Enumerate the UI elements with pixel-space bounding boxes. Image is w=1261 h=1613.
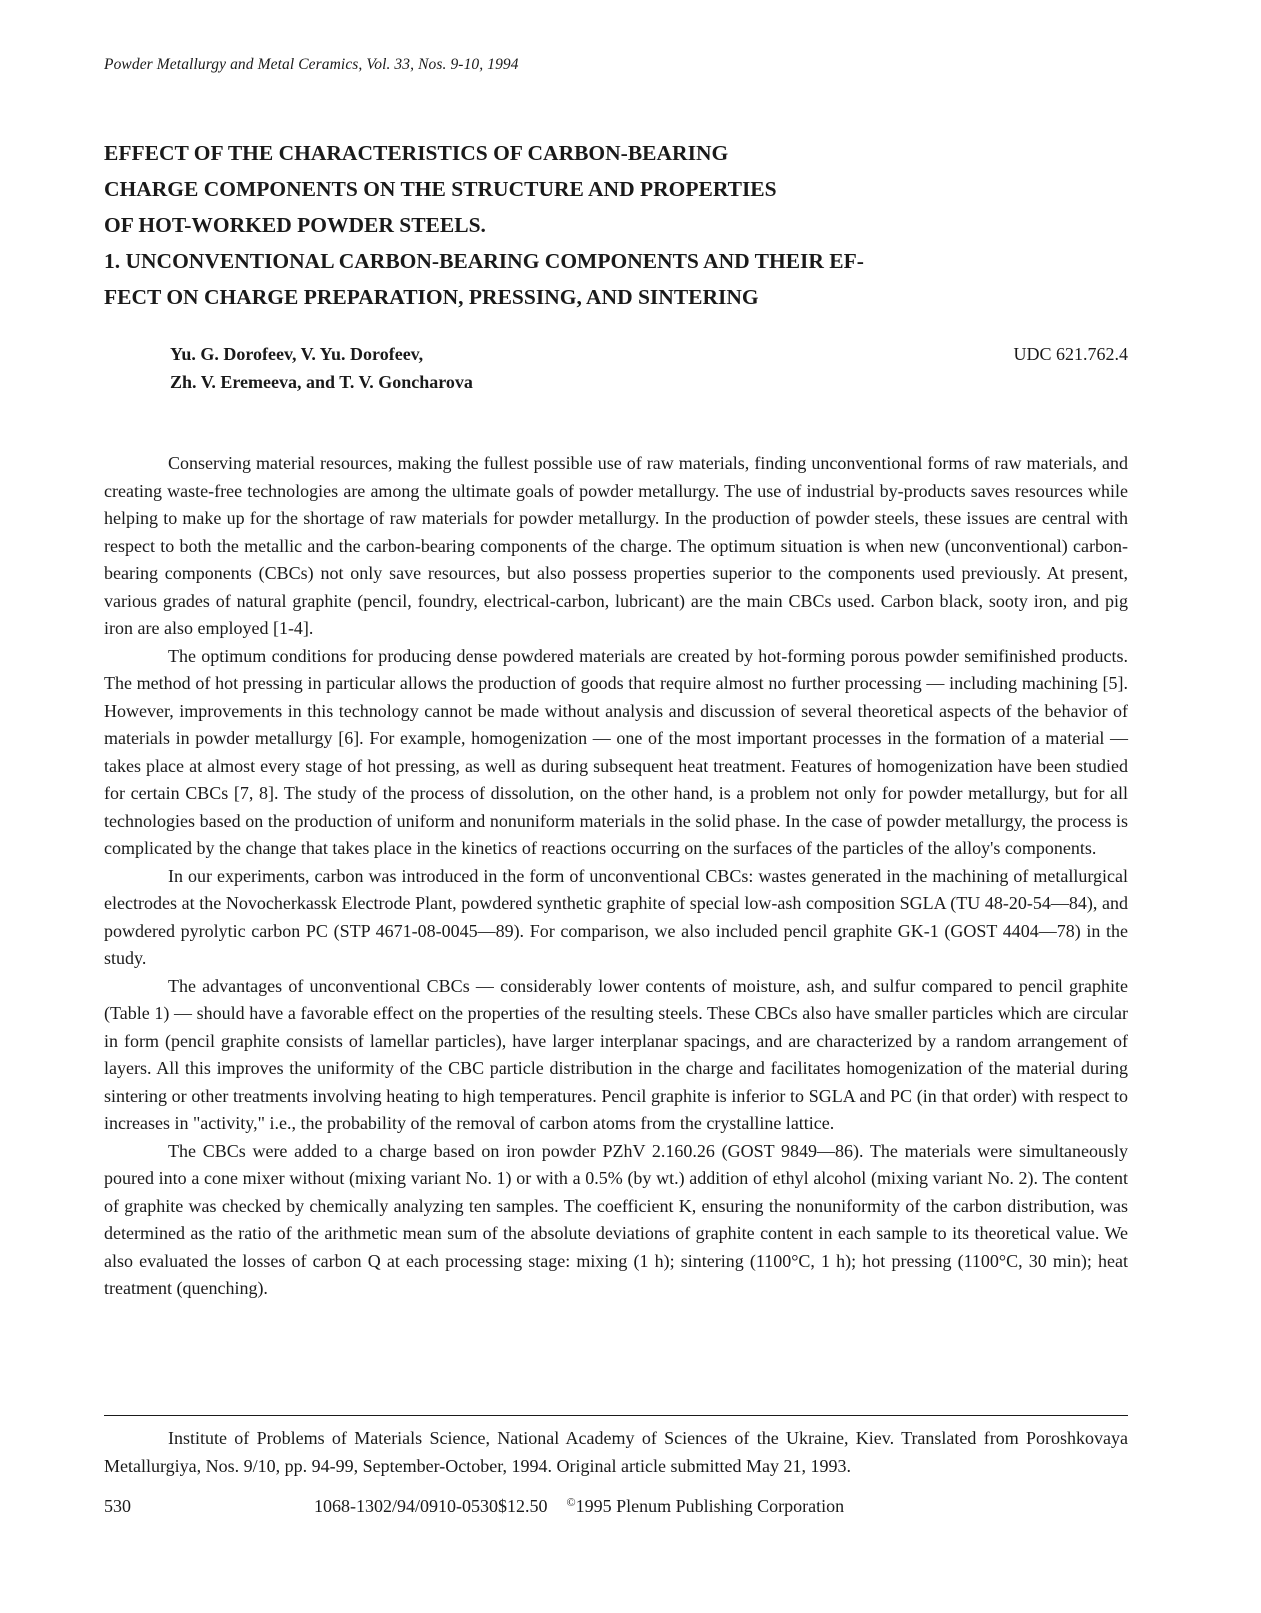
- copyright-symbol: ©: [566, 1495, 576, 1509]
- udc-code: UDC 621.762.4: [1013, 344, 1128, 364]
- footnote-divider: [104, 1415, 1128, 1416]
- author-line: Yu. G. Dorofeev, V. Yu. Dorofeev,: [170, 344, 424, 364]
- copyright-text: 1995 Plenum Publishing Corporation: [575, 1496, 845, 1516]
- title-line: FECT ON CHARGE PREPARATION, PRESSING, AND SINTERING: [104, 285, 759, 309]
- title-line: EFFECT OF THE CHARACTERISTICS OF CARBON-BEARING: [104, 141, 729, 165]
- title-line: OF HOT-WORKED POWDER STEELS.: [104, 213, 486, 237]
- journal-citation: Powder Metallurgy and Metal Ceramics, Vol. 33, Nos. 9-10, 1994: [104, 56, 519, 73]
- body-paragraph: In our experiments, carbon was introduced in the form of unconventional CBCs: wastes generated in the machining of metallurgical electrodes at the Novocherkassk Electrode Plant, powdered synthetic graphite of special low-ash composition SGLA (TU 48-20-54—84), and powdered pyrolytic carbon PC (STP 4671-08-0045—89). For comparison, we also included pencil graphite GK-1 (GOST 4404—78) in the study.: [104, 865, 1128, 968]
- body-paragraph: The CBCs were added to a charge based on iron powder PZhV 2.160.26 (GOST 9849—86). The materials were simultaneously poured into a cone mixer without (mixing variant No. 1) or with a 0.5% (by wt.) addition of ethyl alcohol (mixing variant No. 2). The content of graphite was checked by chemically analyzing ten samples. The coefficient K, ensuring the nonuniformity of the carbon distribution, was determined as the ratio of the arithmetic mean sum of the absolute deviations of graphite content in each sample to its theoretical value. We also evaluated the losses of carbon Q at each processing stage: mixing (1 h); sintering (1100°C, 1 h); hot pressing (1100°C, 30 min); heat treatment (quenching).: [104, 1140, 1128, 1298]
- article-body: [104, 450, 1128, 1303]
- copyright-line: [314, 1496, 844, 1517]
- title-line: 1. UNCONVENTIONAL CARBON-BEARING COMPONENTS AND THEIR EF-: [104, 249, 864, 273]
- article-code: 1068-1302/94/0910-0530$12.50: [314, 1496, 548, 1516]
- affiliation-footnote: Institute of Problems of Materials Science, National Academy of Sciences of the Ukraine, Kiev. Translated from Poroshkovaya Metallurgiya, Nos. 9/10, pp. 94-99, September-October, 1994. Original article submitted May 21, 1993.: [104, 1428, 1128, 1476]
- title-line: CHARGE COMPONENTS ON THE STRUCTURE AND PROPERTIES: [104, 177, 777, 201]
- author-line: Zh. V. Eremeeva, and T. V. Goncharova: [170, 372, 473, 392]
- body-paragraph: The advantages of unconventional CBCs — considerably lower contents of moisture, ash, and sulfur compared to pencil graphite (Table 1) — should have a favorable effect on the properties of the resulting steels. These CBCs also have smaller particles which are circular in form (pencil graphite consists of lamellar particles), have larger interplanar spacings, and are characterized by a random arrangement of layers. All this improves the uniformity of the CBC particle distribution in the charge and facilitates homogenization of the material during sintering or other treatments involving heating to high temperatures. Pencil graphite is inferior to SGLA and PC (in that order) with respect to increases in "activity," i.e., the probability of the removal of carbon atoms from the crystalline lattice.: [104, 975, 1128, 1133]
- body-paragraph: Conserving material resources, making the fullest possible use of raw materials, finding unconventional forms of raw materials, and creating waste-free technologies are among the ultimate goals of powder metallurgy. The use of industrial by-products saves resources while helping to make up for the shortage of raw materials for powder metallurgy. In the production of powder steels, these issues are central with respect to both the metallic and the carbon-bearing components of the charge. The optimum situation is when new (unconventional) carbon-bearing components (CBCs) not only save resources, but also possess properties superior to the components used previously. At present, various grades of natural graphite (pencil, foundry, electrical-carbon, lubricant) are the main CBCs used. Carbon black, sooty iron, and pig iron are also employed [1-4].: [104, 453, 1128, 638]
- article-title: [104, 135, 964, 315]
- body-paragraph: The optimum conditions for producing dense powdered materials are created by hot-forming porous powder semifinished products. The method of hot pressing in particular allows the production of goods that require almost no further processing — including machining [5]. However, improvements in this technology cannot be made without analysis and discussion of several theoretical aspects of the behavior of materials in powder metallurgy [6]. For example, homogenization — one of the most important processes in the formation of a material — takes place at almost every stage of hot pressing, as well as during subsequent heat treatment. Features of homogenization have been studied for certain CBCs [7, 8]. The study of the process of dissolution, on the other hand, is a problem not only for powder metallurgy, but for all technologies based on the production of uniform and nonuniform materials in the solid phase. In the case of powder metallurgy, the process is complicated by the change that takes place in the kinetics of reactions occurring on the surfaces of the particles of the alloy's components.: [104, 645, 1128, 858]
- author-list: [170, 340, 473, 396]
- page-number: 530: [104, 1496, 131, 1516]
